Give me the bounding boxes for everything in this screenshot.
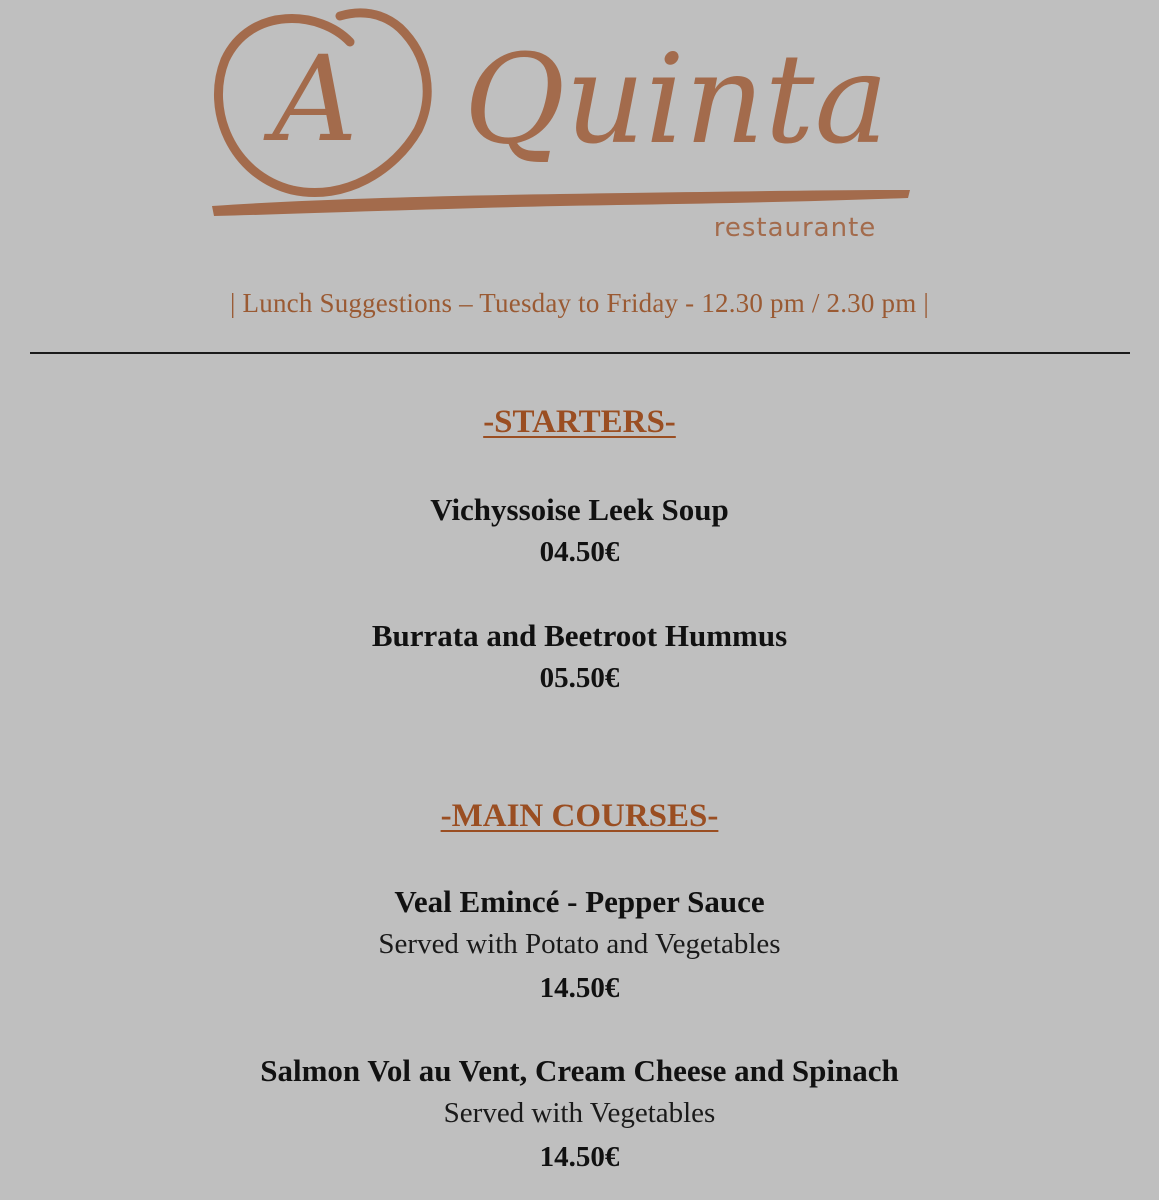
dish-price: 14.50€ (539, 972, 620, 1004)
dish-price: 05.50€ (539, 662, 620, 694)
dish-description: Served with Vegetables (443, 1097, 716, 1129)
logo-letter: A (272, 30, 358, 168)
dish-name: Vichyssoise Leek Soup (430, 492, 729, 527)
brand-name: Quinta (463, 28, 889, 172)
dish-description: Served with Potato and Vegetables (378, 928, 781, 960)
main-courses-heading: -MAIN COURSES- (440, 798, 719, 834)
dish-price: 14.50€ (539, 1141, 620, 1173)
dish-name: Veal Emincé - Pepper Sauce (394, 884, 765, 919)
header-divider (30, 352, 1130, 354)
brand-tagline: restaurante (713, 213, 877, 243)
dish-price: 04.50€ (539, 536, 620, 568)
dish-name: Burrata and Beetroot Hummus (371, 618, 788, 653)
restaurant-logo (0, 0, 1159, 260)
dish-name: Salmon Vol au Vent, Cream Cheese and Spinach (260, 1053, 899, 1088)
lunch-hours-subtitle: | Lunch Suggestions – Tuesday to Friday - 12.30 pm / 2.30 pm | (230, 288, 929, 318)
starters-heading: -STARTERS- (483, 404, 676, 440)
